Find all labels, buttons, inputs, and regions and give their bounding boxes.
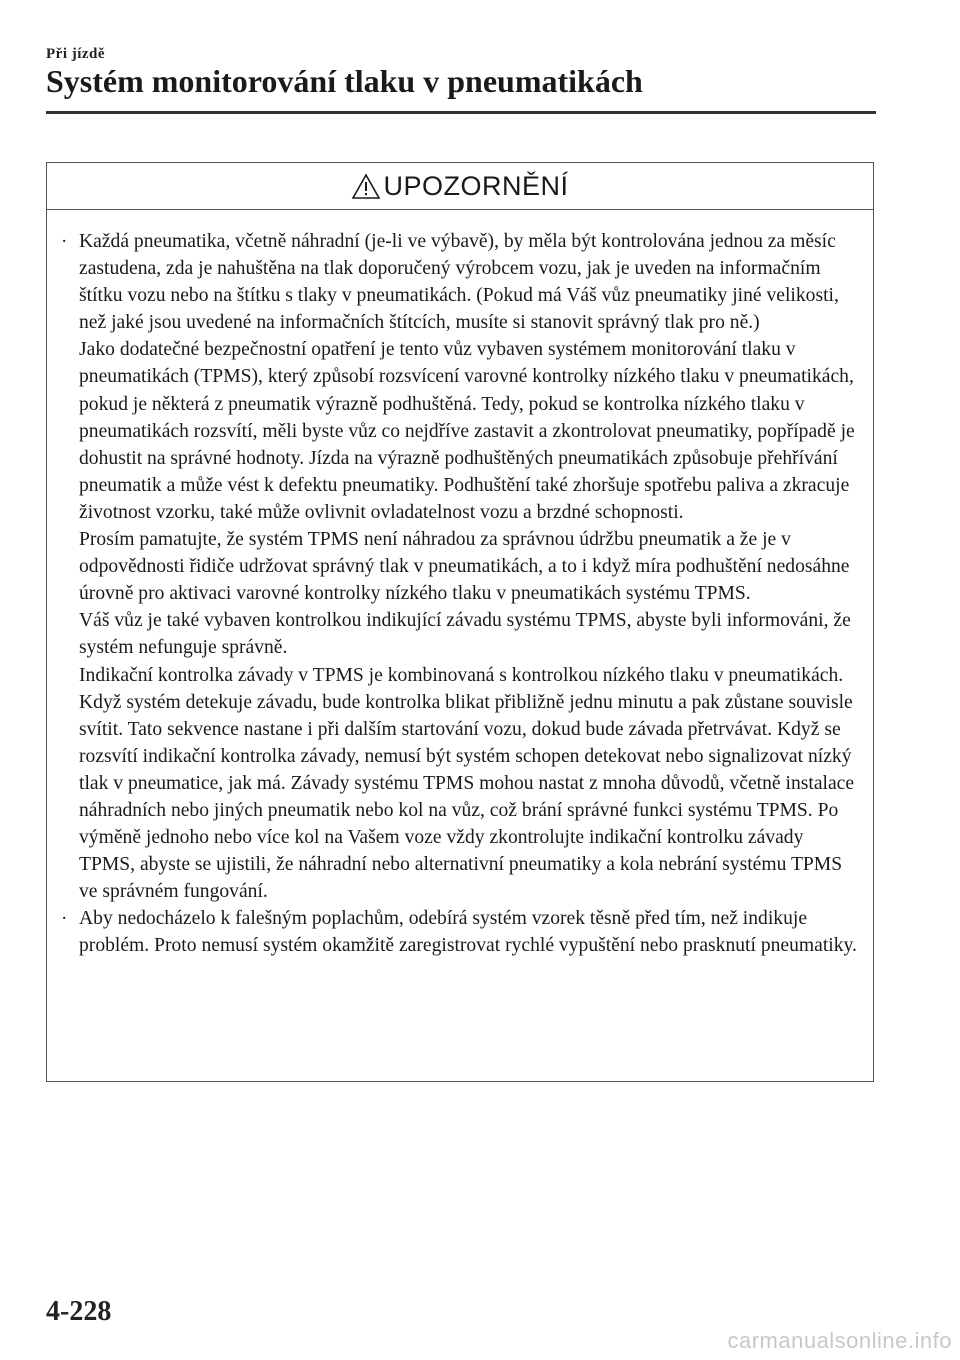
caution-header xyxy=(47,163,873,210)
section-label: Při jízdě xyxy=(46,46,106,62)
caution-body xyxy=(47,210,873,960)
page-number: 4-228 xyxy=(46,1296,112,1327)
caution-paragraph: Indikační kontrolka závady v TPMS je kombinovaná s kontrolkou nízkého tlaku v pneumatikách. Když systém detekuje závadu, bude kontrolka blikat přibližně jednu minutu a pak zůstane souvisle svítit. Tato sekvence nastane i při dalším startování vozu, dokud bude závada přetrvávat. Když se rozsvítí indikační kontrolka závady, nemusí být systém schopen detekovat nebo signalizovat nízký tlak v pneumatice, jak má. Závady systému TPMS mohou nastat z mnoha důvodů, včetně instalace náhradních nebo jiných pneumatik nebo kol na vůz, což brání správné funkci systému TPMS. Po výměně jednoho nebo více kol na Vašem voze vždy zkontrolujte indikační kontrolku závady TPMS, abyste se ujistili, že náhradní nebo alternativní pneumatiky a kola nebrání systému TPMS ve správném fungování. xyxy=(79,664,855,903)
caution-box xyxy=(46,162,874,1082)
bullet-mark: · xyxy=(61,231,68,252)
warning-triangle-icon xyxy=(351,173,381,200)
caution-paragraph: Aby nedocházelo k falešným poplachům, odebírá systém vzorek těsně před tím, než indikuje problém. Proto nemusí systém okamžitě zaregistrovat rychlé vypuštění nebo prasknutí pneumatiky. xyxy=(79,908,857,957)
caution-paragraph: Prosím pamatujte, že systém TPMS není náhradou za správnou údržbu pneumatik a že je v odpovědnosti řidiče udržovat správný tlak v pneumatikách, a to i když míra podhuštění nedosáhne úrovně pro aktivaci varovné kontrolky nízkého tlaku v pneumatikách systému TPMS. xyxy=(79,529,850,605)
bullet-mark: · xyxy=(61,908,68,930)
caution-item xyxy=(61,228,859,905)
watermark: carmanualsonline.info xyxy=(727,1328,952,1353)
caution-paragraph: Každá pneumatika, včetně náhradní (je-li ve výbavě), by měla být kontrolována jednou za měsíc zastudena, zda je nahuštěna na tlak doporučený výrobcem vozu, jak je uveden na informačním štítku vozu nebo na štítku s tlaky v pneumatikách. (Pokud má Váš vůz pneumatiky jiné velikosti, než jaké jsou uvedené na informačních štítcích, musíte si stanovit správný tlak pro ně.) xyxy=(79,231,839,334)
caution-heading: UPOZORNĚNÍ xyxy=(383,170,569,201)
caution-item xyxy=(61,905,859,959)
page-title: Systém monitorování tlaku v pneumatikách xyxy=(46,63,643,99)
caution-paragraph: Váš vůz je také vybaven kontrolkou indikující závadu systému TPMS, abyste byli informováni, že systém nefunguje správně. xyxy=(79,610,851,659)
caution-paragraph: Jako dodatečné bezpečnostní opatření je tento vůz vybaven systémem monitorování tlaku v pneumatikách (TPMS), který způsobí rozsvícení varovné kontrolky nízkého tlaku v pneumatikách, pokud je některá z pneumatik výrazně podhuštěná. Tedy, pokud se kontrolka nízkého tlaku v pneumatikách rozsvítí, měli byste vůz co nejdříve zastavit a zkontrolovat pneumatiky, popřípadě je dohustit na správné hodnoty. Jízda na výrazně podhuštěných pneumatikách způsobuje přehřívání pneumatik a může vést k defektu pneumatiky. Podhuštění také zhoršuje spotřebu paliva a zkracuje životnost vzorku, také může ovlivnit ovladatelnost vozu a brzdné schopnosti. xyxy=(79,339,855,523)
title-rule xyxy=(46,111,876,114)
